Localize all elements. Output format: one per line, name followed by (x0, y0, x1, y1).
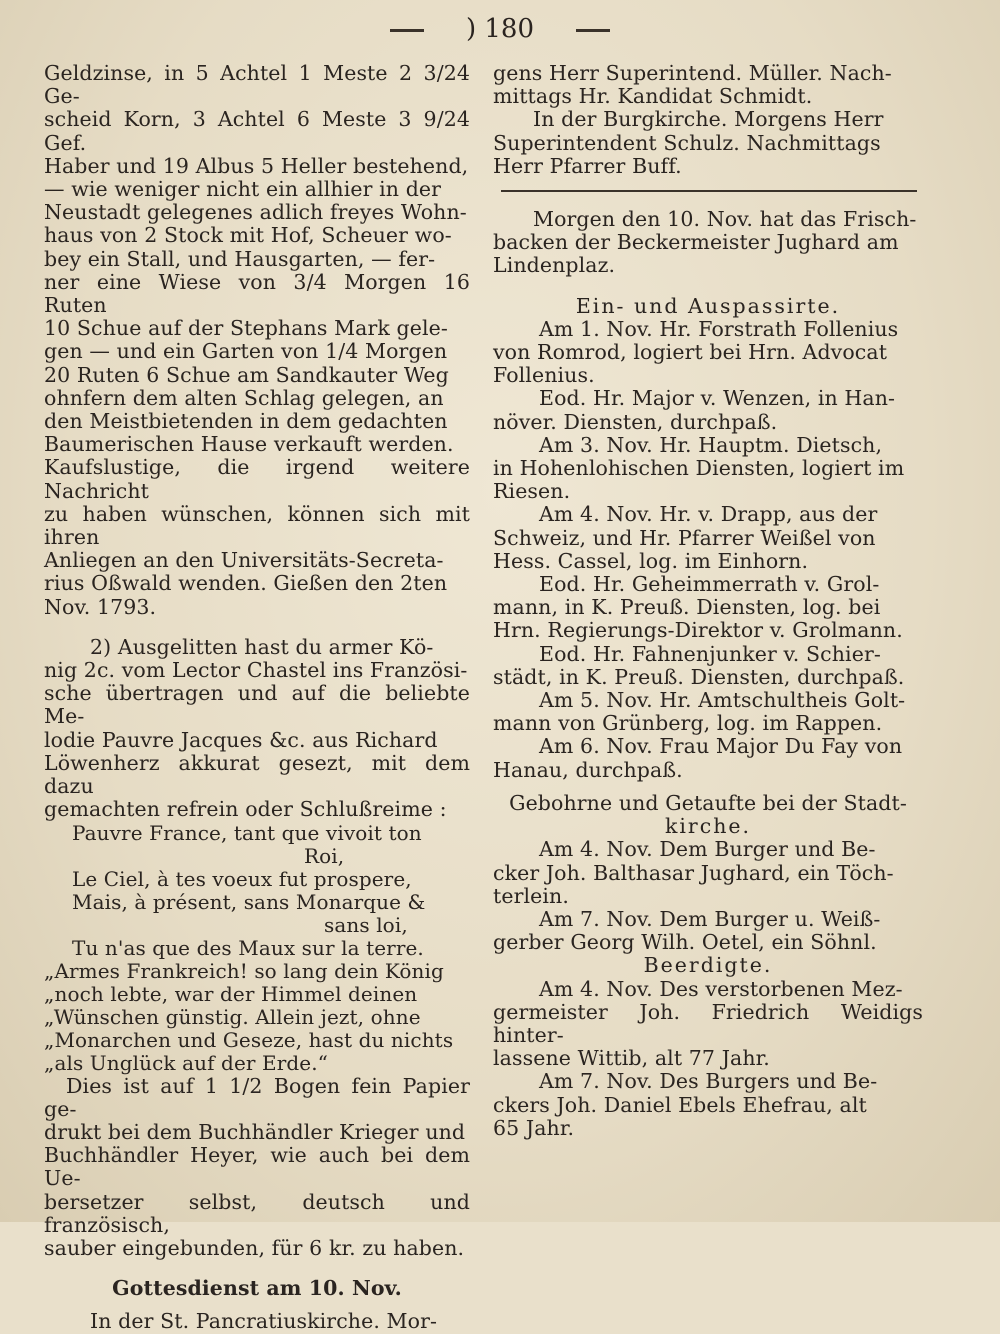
text-line: drukt bei dem Buchhändler Krieger und (44, 1119, 466, 1144)
text-line: Morgen den 10. Nov. hat das Frisch- (533, 207, 917, 232)
text-line: Nov. 1793. (44, 594, 157, 619)
text-line: Buchhändler Heyer, wie auch bei dem Ue- (44, 1143, 470, 1191)
list-item (493, 1070, 923, 1140)
list-item (493, 503, 923, 573)
text-line: 20 Ruten 6 Schue am Sandkauter Weg (44, 362, 449, 387)
text-line: Am 1. Nov. Hr. Forstrath Follenius (539, 316, 899, 341)
text-line: Eod. Hr. Geheimmerrath v. Grol- (539, 572, 880, 597)
text-line: kirche. (664, 814, 752, 839)
text-line: „noch lebte, war der Himmel deinen (44, 981, 418, 1006)
header-dash-right (576, 29, 610, 32)
text-line: rius Oßwald wenden. Gießen den 2ten (44, 571, 448, 596)
text-line: gen — und ein Garten von 1/4 Morgen (44, 339, 448, 364)
text-line: in Hohenlohischen Diensten, logiert im (493, 456, 905, 481)
service-heading: Gottesdienst am 10. Nov. (112, 1276, 402, 1301)
text-line: backen der Beckermeister Jughard am (493, 230, 899, 255)
text-line: Le Ciel, à tes voeux fut prospere, (72, 866, 412, 891)
arrivals-heading: Ein- und Auspassirte. (575, 293, 841, 318)
text-line: Lindenplaz. (493, 253, 616, 278)
text-line: von Romrod, logiert bei Hrn. Advocat (493, 340, 888, 365)
service-text-start (44, 1310, 470, 1333)
text-line: germeister Joh. Friedrich Weidigs hinter- (493, 999, 923, 1047)
text-line: Neustadt gelegenes adlich freyes Wohn- (44, 200, 467, 225)
text-line: sans loi, (324, 912, 408, 937)
births-heading (493, 792, 923, 838)
births-list (493, 838, 923, 954)
text-line: „Armes Frankreich! so lang dein König (44, 958, 444, 983)
text-line: terlein. (493, 883, 569, 908)
list-item (493, 318, 923, 388)
text-line: Riesen. (493, 479, 571, 504)
text-line: ner eine Wiese von 3/4 Morgen 16 Ruten (44, 269, 470, 318)
header-dash-left (390, 29, 424, 32)
song-verse (44, 822, 470, 1075)
print-notice (44, 1075, 470, 1261)
text-line: ckers Joh. Daniel Ebels Ehefrau, alt (493, 1092, 867, 1117)
text-line: mittags Hr. Kandidat Schmidt. (493, 84, 813, 109)
text-line: Gebohrne und Getaufte bei der Stadt- (509, 790, 907, 815)
text-line: Eod. Hr. Fahnenjunker v. Schier- (539, 641, 881, 666)
page-number: ) 180 (465, 14, 535, 44)
text-line: sche übertragen und auf die beliebte Me- (44, 681, 470, 729)
text-line: Roi, (304, 843, 345, 868)
list-item (493, 434, 923, 504)
text-line: Hess. Cassel, log. im Einhorn. (493, 548, 809, 573)
text-line: Pauvre France, tant que vivoit ton (72, 820, 422, 845)
text-line: scheid Korn, 3 Achtel 6 Meste 3 9/24 Gef. (44, 107, 470, 155)
text-line: Am 4. Nov. Hr. v. Drapp, aus der (539, 502, 878, 527)
text-line: cker Joh. Balthasar Jughard, ein Töch- (493, 860, 894, 885)
text-line: mann von Grünberg, log. im Rappen. (493, 711, 883, 736)
right-column (493, 62, 923, 1140)
text-line: lodie Pauvre Jacques &c. aus Richard (44, 727, 438, 752)
arrivals-list (493, 318, 923, 782)
text-line: „als Unglück auf der Erde.“ (44, 1050, 328, 1075)
text-line: „Monarchen und Geseze, hast du nichts (44, 1027, 454, 1052)
text-line: Superintendent Schulz. Nachmittags (493, 130, 881, 155)
list-item (493, 978, 923, 1071)
list-item (493, 387, 923, 433)
text-line: Am 4. Nov. Dem Burger und Be- (539, 837, 876, 862)
text-line: Am 7. Nov. Dem Burger u. Weiß- (539, 906, 881, 931)
song-notice (44, 636, 470, 822)
text-line: In der St. Pancratiuskirche. Mor- (90, 1309, 438, 1334)
text-line: Am 5. Nov. Hr. Amtschultheis Golt- (539, 688, 906, 713)
text-line: zu haben wünschen, können sich mit ihren (44, 501, 470, 550)
text-line: Löwenherz akkurat gesezt, mit dem dazu (44, 750, 470, 799)
service-text-cont (493, 62, 923, 108)
section-rule (501, 190, 917, 192)
text-line: 2) Ausgelitten hast du armer Kö- (90, 634, 434, 659)
text-line: sauber eingebunden, für 6 kr. zu haben. (44, 1235, 465, 1260)
text-line: nig 2c. vom Lector Chastel ins Französi- (44, 658, 468, 683)
text-line: Dies ist auf 1 1/2 Bogen fein Papier ge- (44, 1073, 470, 1121)
list-item (493, 838, 923, 908)
text-line: „Wünschen günstig. Allein jezt, ohne (44, 1004, 421, 1029)
bakery-notice (493, 208, 923, 278)
text-line: Am 3. Nov. Hr. Hauptm. Dietsch, (539, 432, 883, 457)
text-line: Follenius. (493, 363, 595, 388)
text-line: bey ein Stall, und Hausgarten, — fer- (44, 246, 436, 271)
text-line: Eod. Hr. Major v. Wenzen, in Han- (539, 386, 896, 411)
text-line: mann, in K. Preuß. Diensten, log. bei (493, 595, 881, 620)
text-line: ohnfern dem alten Schlag gelegen, an (44, 385, 444, 410)
text-line: gemachten refrein oder Schlußreime : (44, 797, 447, 822)
burials-heading: Beerdigte. (643, 953, 773, 978)
text-line: bersetzer selbst, deutsch und französisch, (44, 1189, 470, 1237)
sale-notice (44, 62, 470, 619)
text-line: Mais, à présent, sans Monarque & (72, 889, 426, 914)
list-item (493, 689, 923, 735)
list-item (493, 735, 923, 781)
text-line: In der Burgkirche. Morgens Herr (533, 107, 884, 132)
text-line: gerber Georg Wilh. Oetel, ein Söhnl. (493, 930, 877, 955)
list-item (493, 908, 923, 954)
text-line: Am 4. Nov. Des verstorbenen Mez- (539, 976, 903, 1001)
text-line: Baumerischen Hause verkauft werden. (44, 432, 454, 457)
text-line: Haber und 19 Albus 5 Heller bestehend, (44, 153, 469, 178)
text-line: lassene Wittib, alt 77 Jahr. (493, 1046, 770, 1071)
text-line: städt, in K. Preuß. Diensten, durchpaß. (493, 664, 905, 689)
text-line: — wie weniger nicht ein allhier in der (44, 177, 442, 202)
text-line: Kaufslustige, die irgend weitere Nachricht (44, 455, 470, 503)
text-line: Am 7. Nov. Des Burgers und Be- (539, 1069, 878, 1094)
list-item (493, 643, 923, 689)
text-line: növer. Diensten, durchpaß. (493, 409, 778, 434)
text-line: Geldzinse, in 5 Achtel 1 Meste 2 3/24 Ge- (44, 61, 470, 109)
text-line: Schweiz, und Hr. Pfarrer Weißel von (493, 525, 876, 550)
text-line: 10 Schue auf der Stephans Mark gele- (44, 316, 448, 341)
text-line: Hanau, durchpaß. (493, 757, 683, 782)
text-line: den Meistbietenden in dem gedachten (44, 409, 448, 434)
text-line: Anliegen an den Universitäts-Secreta- (44, 548, 444, 573)
list-item (493, 573, 923, 643)
text-line: gens Herr Superintend. Müller. Nach- (493, 61, 892, 85)
text-line: Tu n'as que des Maux sur la terre. (72, 935, 424, 960)
text-line: Am 6. Nov. Frau Major Du Fay von (539, 734, 903, 759)
text-line: Hrn. Regierungs-Direktor v. Grolmann. (493, 618, 903, 643)
left-column (44, 62, 470, 1334)
text-line: 65 Jahr. (493, 1115, 575, 1140)
burials-list (493, 978, 923, 1140)
burgkirche-service (493, 108, 923, 178)
page-header (0, 14, 1000, 44)
text-line: Herr Pfarrer Buff. (493, 153, 682, 178)
text-line: haus von 2 Stock mit Hof, Scheuer wo- (44, 223, 452, 248)
